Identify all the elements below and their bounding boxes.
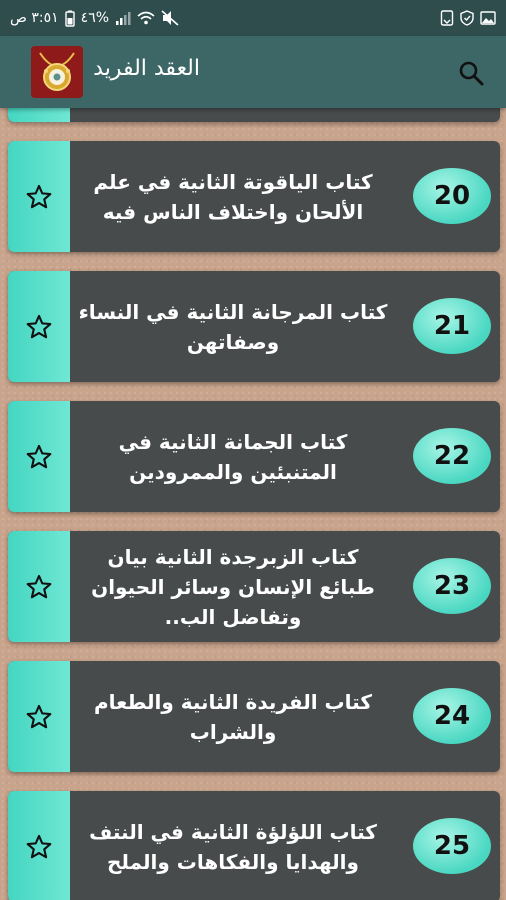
book-title: كتاب اللؤلؤة الثانية في النتف والهدايا والفكاهات والملح [89,819,377,874]
list-item-21[interactable] [8,271,500,382]
book-number-badge: 23 [413,558,491,614]
battery-percent: ٤٦% [80,10,110,26]
favorite-button[interactable] [8,271,70,382]
star-icon [25,703,53,731]
status-left [10,10,179,27]
book-number-badge: 22 [413,428,491,484]
book-title: كتاب الجمانة الثانية في المتنبئين والممرودين [118,429,348,484]
favorite-button[interactable] [8,531,70,642]
star-icon [25,313,53,341]
book-number-badge: 25 [413,818,491,874]
book-number-badge: 24 [413,688,491,744]
app-title: العقد الفريد [93,56,200,81]
gallery-icon [480,11,496,25]
favorite-button[interactable] [8,791,70,900]
list-item-25[interactable] [8,791,500,900]
star-icon [25,833,53,861]
signal-icon [115,11,131,25]
status-time: ٣:٥١ ص [10,10,59,26]
book-title: كتاب الفريدة الثانية والطعام والشراب [94,689,372,744]
favorite-button[interactable] [8,401,70,512]
book-title: كتاب الزبرجدة الثانية بيان طبائع الإنسان وسائر الحيوان وتفاضل الب.. [91,544,375,629]
app-bar [0,36,506,108]
list-item-24[interactable] [8,661,500,772]
necklace-logo-icon [34,49,80,95]
book-title: كتاب المرجانة الثانية في النساء وصفاتهن [78,299,388,354]
book-title: كتاب الياقوتة الثانية في علم الألحان واختلاف الناس فيه [93,169,373,224]
star-icon [25,183,53,211]
books-list[interactable] [0,108,506,900]
star-icon [25,573,53,601]
mute-icon [161,10,179,26]
list-item-23[interactable] [8,531,500,642]
battery-icon [65,10,75,27]
status-right [440,10,496,26]
search-button[interactable] [456,58,486,88]
list-item-partial[interactable] [8,108,500,122]
list-item-22[interactable] [8,401,500,512]
search-icon [458,60,484,86]
app-logo [31,46,83,98]
screenshot-icon [440,10,454,26]
list-item-20[interactable] [8,141,500,252]
book-number-badge: 20 [413,168,491,224]
favorite-button[interactable] [8,661,70,772]
status-bar [0,0,506,36]
favorite-button[interactable] [8,141,70,252]
wifi-icon [137,11,155,25]
card-accent-strip [8,108,70,122]
star-icon [25,443,53,471]
shield-icon [460,10,474,26]
book-number-badge: 21 [413,298,491,354]
